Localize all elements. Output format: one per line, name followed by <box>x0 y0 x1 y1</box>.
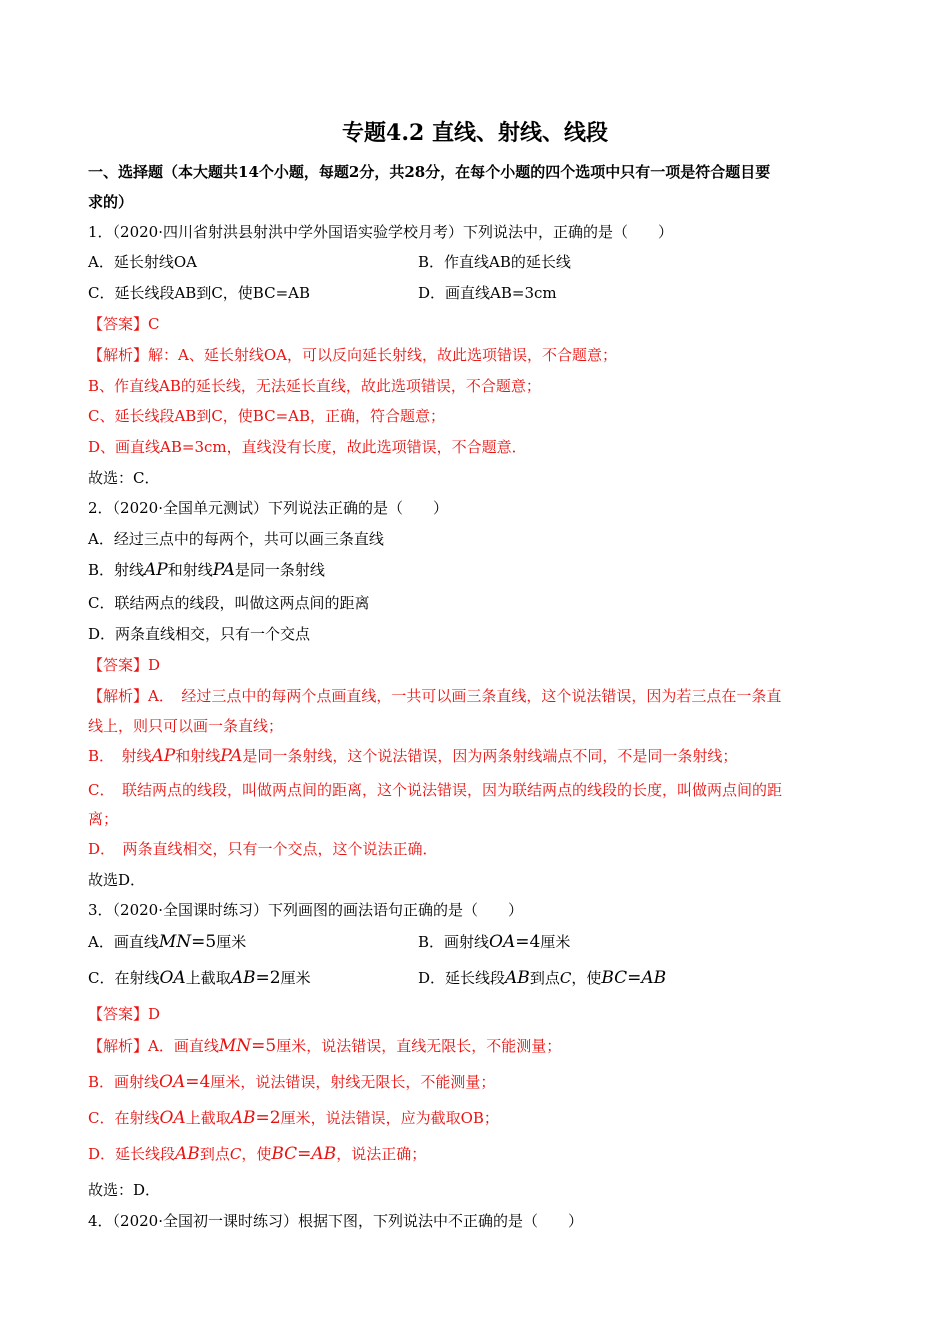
math-expression: OA <box>159 968 186 988</box>
text: C．在射线 <box>88 969 160 987</box>
q2-conclusion: 故选D． <box>88 871 146 889</box>
text: 和射线 <box>167 561 213 579</box>
math-expression: =2 <box>255 1108 281 1128</box>
q1-option-d: D．画直线AB=3cm <box>418 284 557 302</box>
text: 到点 <box>199 1145 230 1163</box>
q2-analysis-b <box>88 746 737 766</box>
math-expression: AB <box>311 1144 337 1164</box>
text: C．在射线 <box>88 1109 160 1127</box>
text: B．画射线 <box>88 1073 160 1091</box>
text: ，说法正确； <box>336 1145 427 1163</box>
text: 上截取 <box>185 969 231 987</box>
text: A．画直线 <box>148 1037 219 1055</box>
q2-analysis-d: D． 两条直线相交，只有一个交点，这个说法正确． <box>88 840 438 858</box>
q2-analysis-c-cont: 离； <box>88 810 119 828</box>
q3-option-d <box>418 968 666 988</box>
math-expression: = <box>297 1144 312 1164</box>
answer-value: D <box>148 656 161 674</box>
section-heading: 一、选择题（本大题共14个小题，每题2分，共28分，在每个小题的四个选项中只有一项是符合题目要 <box>88 163 771 181</box>
q1-option-a: A．延长射线OA <box>88 253 197 271</box>
q2-analysis-a <box>88 686 781 706</box>
q2-option-c: C．联结两点的线段，叫做这两点间的距离 <box>88 594 370 612</box>
math-expression: C <box>559 969 572 987</box>
math-expression: OA <box>159 1072 186 1092</box>
q1-analysis-c: C、延长线段AB到C，使BC=AB，正确，符合题意； <box>88 407 446 425</box>
text: D．延长线段 <box>418 969 506 987</box>
answer-tag: 【答案】 <box>88 656 149 674</box>
text: B． 射线 <box>88 747 152 765</box>
math-expression: = <box>627 968 642 988</box>
text: 上截取 <box>185 1109 231 1127</box>
text: 厘米，说法错误，直线无限长，不能测量； <box>276 1037 562 1055</box>
math-expression: =5 <box>251 1036 277 1056</box>
math-expression: AB <box>230 968 256 988</box>
math-expression: PA <box>220 746 243 766</box>
q1-analysis-d: D、画直线AB=3cm，直线没有长度，故此选项错误，不合题意． <box>88 438 527 456</box>
q3-conclusion: 故选：D． <box>88 1181 161 1199</box>
section-heading-cont: 求的） <box>88 193 134 211</box>
q3-option-a <box>88 932 246 952</box>
math-expression: PA <box>212 560 235 580</box>
q1-analysis-b: B、作直线AB的延长线，无法延长直线，故此选项错误，不合题意； <box>88 377 541 395</box>
math-expression: C <box>229 1145 242 1163</box>
q3-analysis-a <box>88 1036 561 1056</box>
answer-tag: 【答案】 <box>88 315 149 333</box>
math-expression: MN <box>218 1036 252 1056</box>
math-expression: AB <box>505 968 530 988</box>
text: B．射线 <box>88 561 145 579</box>
text: A．画直线 <box>88 933 159 951</box>
math-expression: BC <box>271 1144 298 1164</box>
q3-analysis-b <box>88 1072 495 1092</box>
analysis-tag: 【解析】 <box>88 346 149 364</box>
page-title: 专题4.2 直线、射线、线段 <box>342 120 608 146</box>
q2-answer <box>88 655 160 675</box>
q2-option-a: A．经过三点中的每两个，共可以画三条直线 <box>88 530 384 548</box>
math-expression: =4 <box>185 1072 211 1092</box>
math-expression: =4 <box>515 932 541 952</box>
answer-tag: 【答案】 <box>88 1005 149 1023</box>
q2-option-d: D．两条直线相交，只有一个交点 <box>88 625 311 643</box>
q1-stem: 1．（2020·四川省射洪县射洪中学外国语实验学校月考）下列说法中，正确的是（ ） <box>88 223 673 241</box>
text: 到点 <box>529 969 560 987</box>
q1-conclusion: 故选：C． <box>88 469 160 487</box>
q2-option-b <box>88 560 325 580</box>
q1-analysis-line <box>88 345 617 365</box>
q4-stem: 4．（2020·全国初一课时练习）根据下图，下列说法中不正确的是（ ） <box>88 1212 583 1230</box>
math-expression: AP <box>144 560 168 580</box>
q1-option-b: B．作直线AB的延长线 <box>418 253 571 271</box>
math-expression: =5 <box>191 932 217 952</box>
math-expression: AB <box>230 1108 256 1128</box>
analysis-tag: 【解析】 <box>88 1037 149 1055</box>
text: ，使 <box>241 1145 272 1163</box>
text: B．画射线 <box>418 933 490 951</box>
text: D．延长线段 <box>88 1145 176 1163</box>
text: 厘米 <box>216 933 247 951</box>
text: 厘米，说法错误，应为截取OB； <box>280 1109 499 1127</box>
q2-analysis-c: C． 联结两点的线段，叫做两点间的距离，这个说法错误，因为联结两点的线段的长度，叫做两点间的距 <box>88 781 782 799</box>
math-expression: OA <box>159 1108 186 1128</box>
q2-stem: 2．（2020·全国单元测试）下列说法正确的是（ ） <box>88 499 448 517</box>
q3-analysis-c <box>88 1108 499 1128</box>
q2-analysis-a-cont: 线上，则只可以画一条直线； <box>88 717 284 735</box>
text: ，使 <box>571 969 602 987</box>
text: 厘米 <box>540 933 571 951</box>
answer-value: C <box>148 315 160 333</box>
q1-option-c: C．延长线段AB到C，使BC=AB <box>88 284 311 302</box>
q3-analysis-d <box>88 1144 426 1164</box>
answer-value: D <box>148 1005 161 1023</box>
q3-option-c <box>88 968 311 988</box>
text: 是同一条射线 <box>234 561 325 579</box>
math-expression: AP <box>151 746 176 766</box>
analysis-text: A． 经过三点中的每两个点画直线，一共可以画三条直线，这个说法错误，因为若三点在一条直 <box>148 687 782 705</box>
math-expression: MN <box>158 932 192 952</box>
q3-answer <box>88 1004 160 1024</box>
analysis-text: 解：A、延长射线OA，可以反向延长射线，故此选项错误，不合题意； <box>148 346 617 364</box>
text: 和射线 <box>175 747 221 765</box>
q3-option-b <box>418 932 570 952</box>
math-expression: =2 <box>255 968 281 988</box>
q3-stem: 3．（2020·全国课时练习）下列画图的画法语句正确的是（ ） <box>88 901 523 919</box>
math-expression: OA <box>489 932 516 952</box>
q1-answer <box>88 314 160 334</box>
text: 厘米 <box>280 969 311 987</box>
math-expression: AB <box>641 968 667 988</box>
math-expression: BC <box>601 968 628 988</box>
text: 是同一条射线，这个说法错误，因为两条射线端点不同，不是同一条射线； <box>242 747 738 765</box>
math-expression: AB <box>175 1144 200 1164</box>
analysis-tag: 【解析】 <box>88 687 149 705</box>
text: 厘米，说法错误，射线无限长，不能测量； <box>210 1073 496 1091</box>
